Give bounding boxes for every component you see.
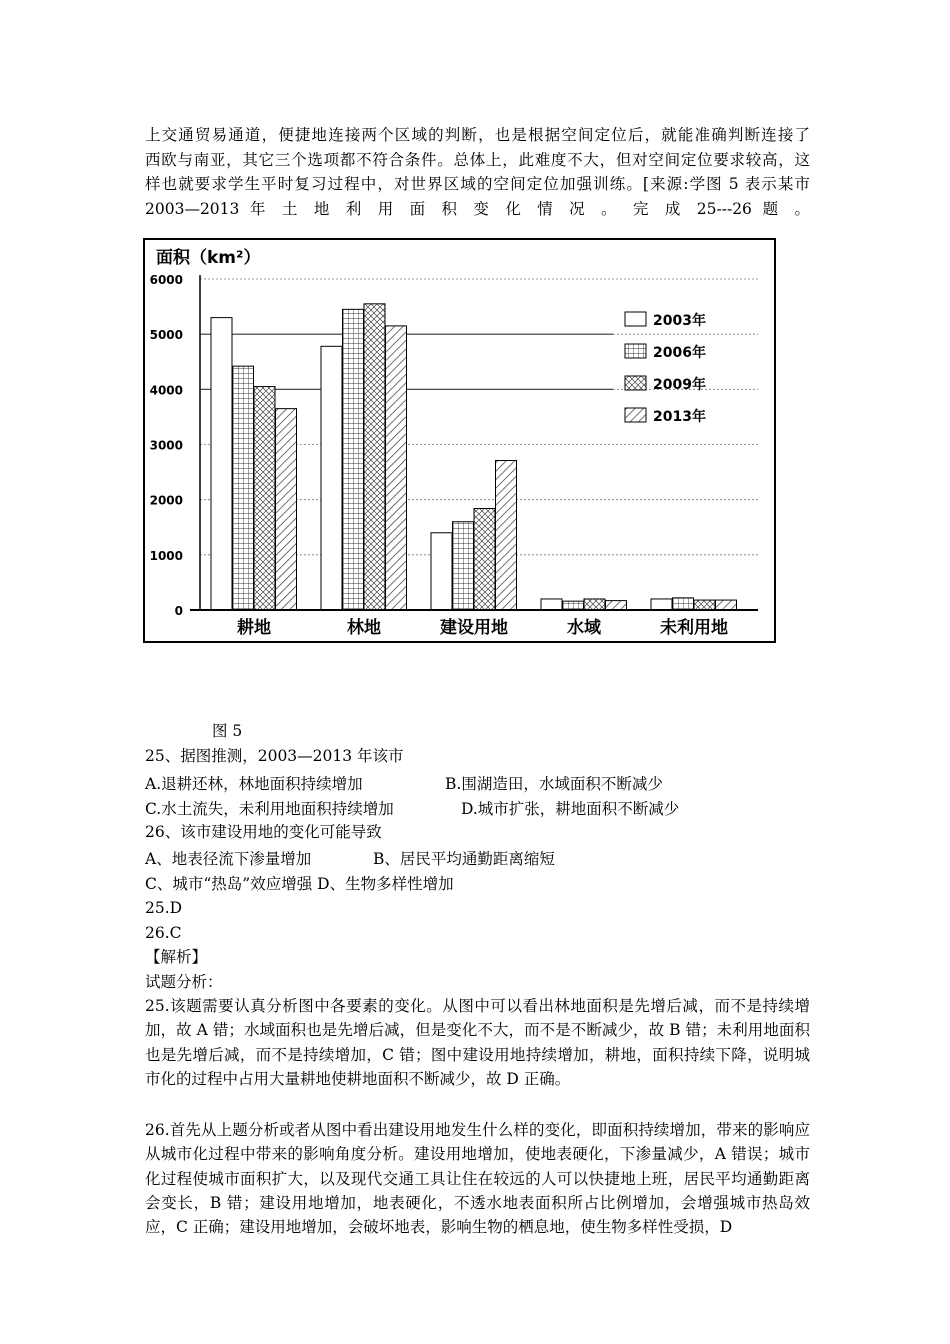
- y-tick-label: 3000: [149, 438, 183, 453]
- figure-caption: 图 5: [212, 722, 243, 740]
- bar-2-2: [474, 508, 495, 610]
- legend-label: 2003年: [653, 313, 706, 329]
- bar-3-2: [584, 599, 605, 610]
- bar-3-1: [563, 601, 584, 610]
- bar-4-3: [716, 600, 737, 610]
- legend-swatch: [625, 376, 646, 390]
- answer-26: 26.C: [145, 924, 182, 942]
- bar-1-1: [343, 309, 364, 610]
- bar-3-0: [541, 599, 562, 610]
- intro-paragraph: [145, 123, 810, 221]
- y-tick-label: 5000: [149, 328, 183, 343]
- x-category-label: 耕地: [237, 618, 271, 638]
- x-category-label: 未利用地: [660, 618, 728, 638]
- x-category-label: 林地: [347, 618, 381, 638]
- y-tick-label: 6000: [149, 273, 183, 287]
- q26-option-b: B、居民平均通勤距离缩短: [373, 850, 555, 868]
- bar-4-0: [651, 599, 672, 610]
- q26-option-cd: C、城市“热岛”效应增强 D、生物多样性增加: [145, 875, 454, 893]
- bar-4-2: [694, 600, 715, 610]
- intro-line: 样也就要求学生平时复习过程中，对世界区域的空间定位加强训练。[来源:学图 5 表示某市: [145, 175, 810, 193]
- x-category-label: 建设用地: [440, 618, 508, 638]
- question-25-stem: 25、据图推测，2003—2013 年该市: [145, 747, 404, 765]
- bar-1-2: [364, 304, 385, 610]
- analysis-q26: 26.首先从上题分析或者从图中看出建设用地发生什么样的变化，即面积持续增加，带来的影响应从城市化过程中带来的影响角度分析。建设用地增加，使地表硬化，下渗量减少，A 错误；城市化过程使城市面积扩大，以及现代交通工具让住在较远的人可以快捷地上班，居民平均通勤距离会变长，B 错；建设用地增加，地表硬化，不透水地表面积所占比例增加，会增强城市热岛效应，C 正确；建设用地增加，会破坏地表，影响生物的栖息地，使生物多样性受损，D: [145, 1121, 810, 1237]
- legend-swatch: [625, 344, 646, 358]
- x-category-label: 水域: [567, 618, 601, 638]
- bar-0-1: [233, 366, 254, 610]
- y-tick-label: 1000: [149, 548, 183, 563]
- y-tick-label: 2000: [149, 493, 183, 508]
- legend-label: 2009年: [653, 377, 706, 393]
- q26-option-a: A、地表径流下渗量增加: [145, 850, 312, 868]
- bar-1-3: [386, 326, 407, 610]
- bar-0-0: [211, 318, 232, 610]
- question-26-stem: 26、该市建设用地的变化可能导致: [145, 823, 382, 841]
- analysis-subheading: 试题分析：: [145, 973, 223, 991]
- legend-swatch: [625, 408, 646, 422]
- legend-label: 2006年: [653, 345, 706, 361]
- analysis-q25: 25.该题需要认真分析图中各要素的变化。从图中可以看出林地面积是先增后减，而不是持续增加，故 A 错；水域面积也是先增后减，但是变化不大，而不是不断减少，故 B 错；未利用地面积也是先增后减，而不是持续增加，C 错；图中建设用地持续增加，耕地，面积持续下降，说明城市化的过程中占用大量耕地使耕地面积不断减少，故 D 正确。: [145, 997, 810, 1088]
- bar-2-1: [453, 522, 474, 610]
- answer-25: 25.D: [145, 899, 183, 917]
- intro-line: 2003—2013 年 土 地 利 用 面 积 变 化 情 况 。 完 成 25---26 题 。: [145, 199, 810, 218]
- y-axis-label: 面积（km²）: [156, 248, 261, 268]
- q25-option-c: C.水土流失，未利用地面积持续增加: [145, 800, 394, 818]
- y-tick-label: 4000: [149, 383, 183, 398]
- intro-line: 西欧与南亚，其它三个选项都不符合条件。总体上，此难度不大，但对空间定位要求较高，这: [145, 150, 810, 169]
- analysis-heading: 【解析】: [145, 948, 208, 966]
- q25-option-d: D.城市扩张，耕地面积不断减少: [461, 800, 680, 818]
- q25-option-a: A.退耕还林，林地面积持续增加: [145, 775, 363, 793]
- land-use-bar-chart: [143, 238, 776, 643]
- bar-0-2: [254, 387, 275, 610]
- legend-label: 2013年: [653, 409, 706, 425]
- y-tick-label: 0: [174, 604, 183, 618]
- q25-option-b: B.围湖造田，水域面积不断减少: [445, 775, 663, 793]
- bar-3-3: [606, 601, 627, 610]
- bar-1-0: [321, 346, 342, 610]
- legend-swatch: [625, 312, 646, 326]
- bar-0-3: [276, 409, 297, 610]
- bar-2-0: [431, 533, 452, 610]
- bar-4-1: [673, 598, 694, 610]
- intro-line: 上交通贸易通道，便捷地连接两个区域的判断，也是根据空间定位后，就能准确判断连接了: [145, 126, 810, 144]
- bar-2-3: [496, 460, 517, 610]
